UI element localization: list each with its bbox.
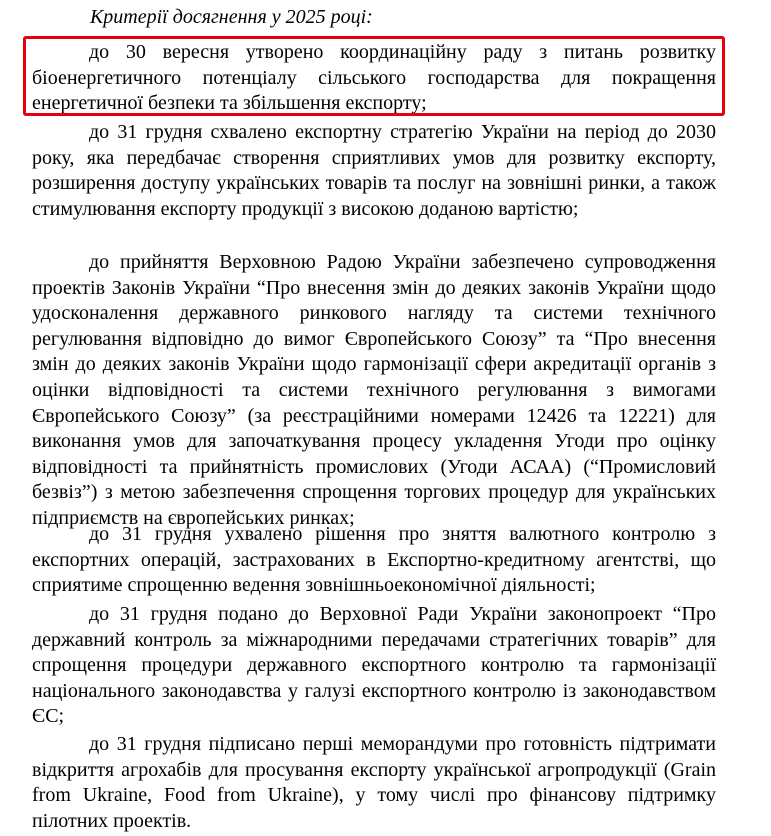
criterion-paragraph-1: до 30 вересня утворено координаційну раду з питань розвитку біоенергетичного потенціалу сільського господарства для покращення енергетичної безпеки та збільшення експорту;: [32, 41, 716, 115]
criterion-paragraph-6: до 31 грудня підписано перші меморандуми про готовність підтримати відкриття агрохабів для просування експорту української агропродукції (Grain from Ukraine, Food from Ukraine), у тому числі про фінансову підтримку пілотних проектів.: [32, 733, 716, 832]
criterion-paragraph-5: до 31 грудня подано до Верховної Ради України законопроект “Про державний контроль за міжнародними передачами стратегічних товарів” для спрощення процедури державного експортного контролю та гармонізації національного законодавства у галузі експортного контролю із законодавством ЄС;: [32, 603, 716, 728]
criterion-paragraph-2: до 31 грудня схвалено експортну стратегію України на період до 2030 року, яка передбачає створення сприятливих умов для розвитку експорту, розширення доступу українських товарів та послуг на зовнішні ринки, а також стимулювання експорту продукції з високою доданою вартістю;: [32, 121, 716, 220]
criterion-paragraph-4: до 31 грудня ухвалено рішення про зняття валютного контролю з експортних операцій, застрахованих в Експортно-кредитному агентстві, що сприятиме спрощенню ведення зовнішньоекономічної діяльності;: [32, 523, 716, 597]
section-heading: Критерії досягнення у 2025 році:: [90, 6, 373, 28]
criterion-paragraph-3: до прийняття Верховною Радою України забезпечено супроводження проектів Законів України “Про внесення змін до деяких законів України щодо удосконалення державного ринкового нагляду та системи технічного регулювання відповідно до вимог Європейського Союзу” та “Про внесення змін до деяких законів України щодо гармонізації сфери акредитації органів з оцінки відповідності та системи технічного регулювання з вимогами Європейського Союзу” (за реєстраційними номерами 12426 та 12221) для виконання умов для започаткування процесу укладення Угоди про оцінку відповідності та прийнятність промислових (Угоди АСАА) (“Промисловий безвіз”) з метою забезпечення спрощення торгових процедур для українських підприємств на європейських ринках;: [32, 251, 716, 529]
